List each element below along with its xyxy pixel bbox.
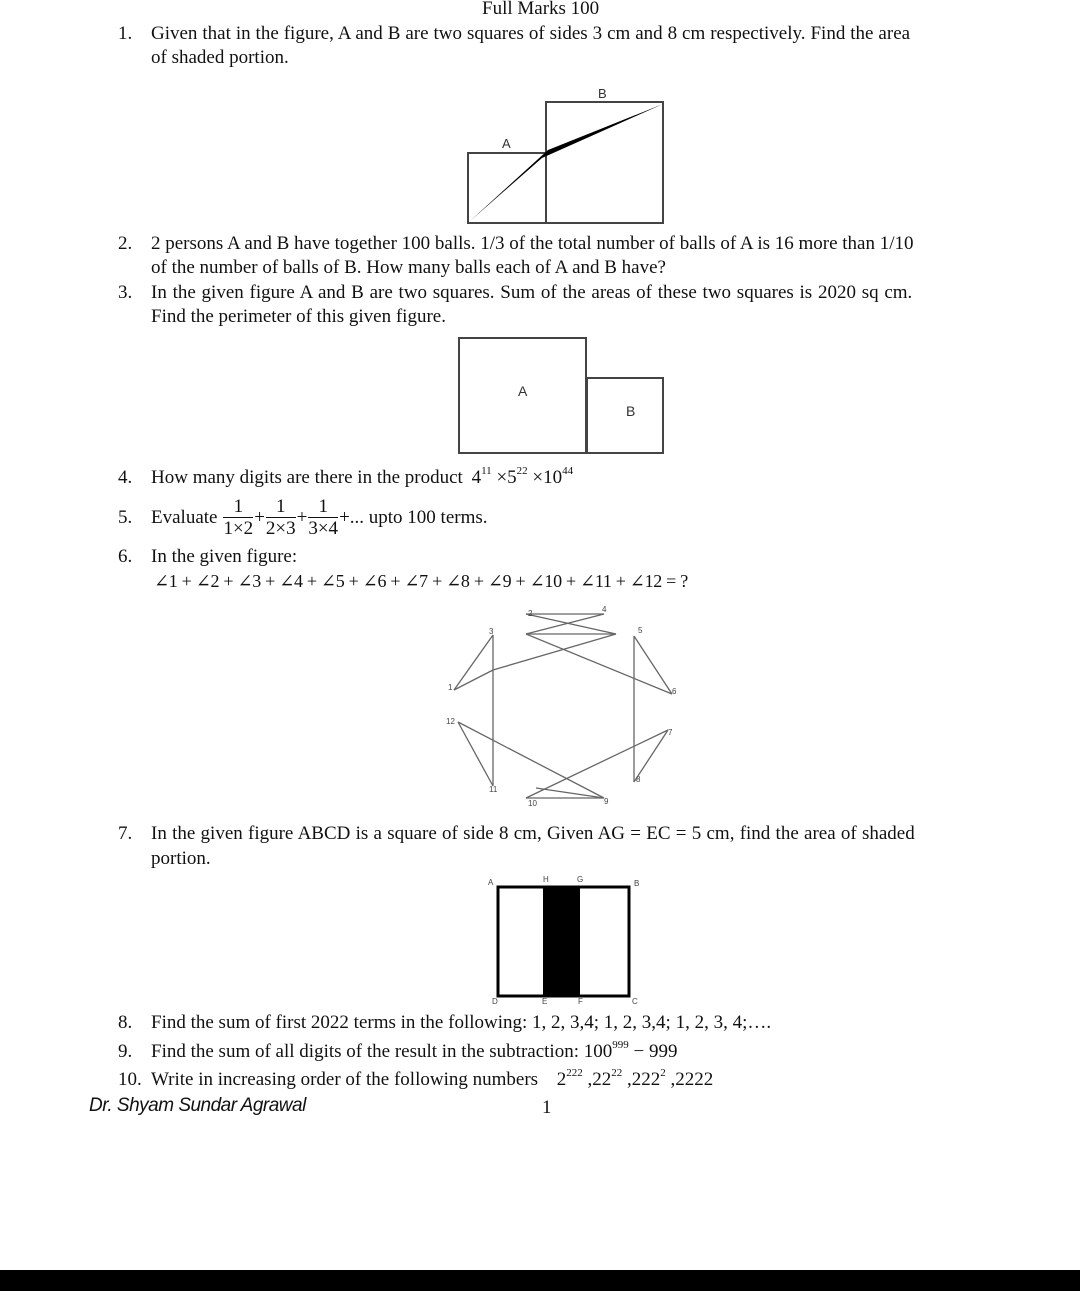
- question-3-line1: In the given figure A and B are two squares. Sum of the areas of these two squares is 2020 sq cm.: [151, 282, 913, 303]
- question-2-line2: of the number of balls of B. How many balls each of A and B have?: [151, 257, 666, 278]
- question-5-tail: +... upto 100 terms.: [339, 507, 488, 528]
- question-8-number: 8.: [118, 1012, 133, 1033]
- question-2-number: 2.: [118, 233, 133, 254]
- base-10: 10: [543, 467, 563, 488]
- question-3-number: 3.: [118, 282, 133, 303]
- question-4-text: How many digits are there in the product: [151, 467, 463, 488]
- angle-label-6: 6: [672, 687, 677, 696]
- question-1-line1: Given that in the figure, A and B are two squares of sides 3 cm and 8 cm respectively. Find the area: [151, 23, 911, 44]
- question-9-text: Find the sum of all digits of the result in the subtraction:: [151, 1041, 579, 1062]
- point-e-label: E: [542, 997, 548, 1006]
- vertex-b-label: B: [634, 879, 640, 888]
- question-5-text: Evaluate: [151, 507, 218, 528]
- vertex-d-label: D: [492, 997, 498, 1006]
- question-6-number: 6.: [118, 546, 133, 567]
- question-4-line: [151, 466, 573, 490]
- number-4: ,2222: [670, 1069, 714, 1090]
- figure-3-label-a: A: [518, 383, 528, 399]
- shaded-region: [470, 104, 663, 221]
- question-10-number: 10.: [118, 1069, 142, 1090]
- figure-1-squares-shaded: [460, 82, 675, 232]
- figure-6-angle-star: [436, 598, 692, 816]
- figure-3-label-b: B: [626, 403, 636, 419]
- exp-11: 11: [481, 465, 492, 477]
- vertex-c-label: C: [632, 997, 638, 1006]
- figure-1-label-b: B: [598, 86, 607, 101]
- vertex-a-label: A: [488, 878, 494, 887]
- square-b: [546, 102, 663, 223]
- question-1-line2: of shaded portion.: [151, 47, 289, 68]
- number-1-exp: 222: [566, 1067, 583, 1079]
- angle-label-11: 11: [489, 785, 498, 794]
- fraction-2: $\frac{1}{2\times 3}$: [265, 495, 296, 539]
- plus-sign: +: [296, 507, 308, 528]
- question-7-line1: In the given figure ABCD is a square of side 8 cm, Given AG = EC = 5 cm, find the area of shaded: [151, 823, 915, 844]
- figure-7-square-abcd: [484, 870, 644, 1010]
- angle-label-10: 10: [528, 799, 537, 808]
- point-f-label: F: [578, 997, 583, 1006]
- question-4-expression: [472, 467, 574, 488]
- angle-label-1: 1: [448, 683, 453, 692]
- question-9-tail: − 999: [628, 1041, 678, 1062]
- angle-label-12: 12: [446, 717, 455, 726]
- exp-44: 44: [562, 465, 574, 477]
- point-h-label: H: [543, 875, 549, 884]
- question-5-line: [151, 490, 488, 546]
- angle-label-5: 5: [638, 626, 643, 635]
- square-b: [587, 378, 663, 453]
- angle-label-3: 3: [489, 627, 494, 636]
- page-header-title: Full Marks 100: [482, 0, 600, 19]
- base-5: 5: [507, 467, 517, 488]
- angle-label-9: 9: [604, 797, 609, 806]
- fraction-3: $\frac{1}{3\times 4}$: [308, 495, 339, 539]
- question-5-number: 5.: [118, 507, 133, 528]
- plus-sign: +: [254, 507, 265, 528]
- point-g-label: G: [577, 875, 584, 884]
- question-7-line2: portion.: [151, 848, 211, 869]
- number-3-base: ,222: [627, 1069, 661, 1090]
- angle-label-7: 7: [668, 728, 673, 737]
- angle-label-4: 4: [602, 605, 607, 614]
- bottom-bar: [0, 1270, 1080, 1291]
- question-7-number: 7.: [118, 823, 133, 844]
- number-1-base: 2: [556, 1069, 567, 1090]
- number-2-exp: 22: [611, 1067, 623, 1079]
- shaded-strip: [543, 887, 580, 996]
- question-4-number: 4.: [118, 467, 133, 488]
- footer-author: Dr. Shyam Sundar Agrawal: [89, 1095, 306, 1116]
- number-3-exp: 2: [660, 1067, 666, 1079]
- question-2-line1: 2 persons A and B have together 100 balls. 1/3 of the total number of balls of A is 16 more than 1/10: [151, 233, 914, 254]
- question-10-line: [151, 1068, 713, 1092]
- figure-3-two-squares: [452, 332, 672, 460]
- question-3-line2: Find the perimeter of this given figure.: [151, 306, 446, 327]
- angle-label-8: 8: [636, 775, 641, 784]
- question-6-line1: In the given figure:: [151, 546, 298, 567]
- question-9-base: 100: [583, 1041, 613, 1062]
- times-sign: ×: [532, 467, 544, 488]
- question-9-number: 9.: [118, 1041, 133, 1062]
- question-6-line2: ∠1 + ∠2 + ∠3 + ∠4 + ∠5 + ∠6 + ∠7 + ∠8 + ∠9 + ∠10 + ∠11 + ∠12 = ?: [154, 571, 688, 591]
- number-2-base: ,22: [587, 1069, 612, 1090]
- question-10-text: Write in increasing order of the following numbers: [151, 1069, 539, 1090]
- figure-1-label-a: A: [502, 136, 511, 151]
- base-4: 4: [471, 467, 482, 488]
- question-8-line: Find the sum of first 2022 terms in the following: 1, 2, 3,4; 1, 2, 3,4; 1, 2, 3, 4;….: [151, 1012, 772, 1033]
- exp-22: 22: [516, 465, 528, 477]
- angle-label-2: 2: [528, 609, 533, 618]
- question-9-line: [151, 1040, 677, 1064]
- question-9-exponent: 999: [612, 1039, 629, 1051]
- question-1-number: 1.: [118, 23, 133, 44]
- times-sign: ×: [496, 467, 508, 488]
- fraction-1: $\frac{1}{1\times 2}$: [223, 495, 254, 539]
- footer-page-number: 1: [542, 1097, 552, 1118]
